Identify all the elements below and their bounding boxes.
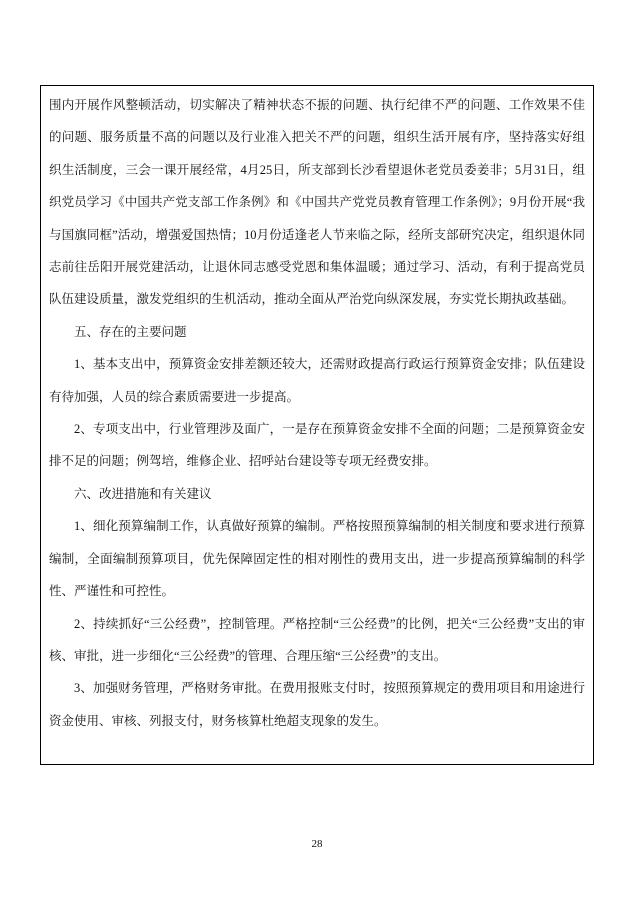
page-number: 28 bbox=[311, 838, 323, 850]
heading-improvement-suggestions: 六、改进措施和有关建议 bbox=[74, 486, 212, 501]
table-cell-border bbox=[40, 85, 594, 765]
heading-main-problems: 五、存在的主要问题 bbox=[74, 324, 187, 339]
paragraph-suggestion-3: 3、加强财务管理，严格财务审批。在费用报账支付时，按照预算规定的费用项目和用途进行资金使用、审核、列报支付，财务核算杜绝超支现象的发生。 bbox=[49, 681, 585, 728]
paragraph-continuation: 围内开展作风整顿活动，切实解决了精神状态不振的问题、执行纪律不严的问题、工作效果不佳的问题、服务质量不高的问题以及行业准入把关不严的问题，组织生活开展有序，坚持落实好组织生活制度，三会一课开展经常，4月25日，所支部到长沙看望退休老党员委姜非；5月31日，组织党员学习《中国共产党支部工作条例》和《中国共产党党员教育管理工作条例》；9月份开展“我与国旗同框”活动，增强爱国热情；10月份适逢老人节来临之际，经所支部研究决定，组织退休同志前往岳阳开展党建活动，让退休同志感受党恩和集体温暖；通过学习、活动，有利于提高党员队伍建设质量，激发党组织的生机活动，推动全面从严治党向纵深发展，夯实党长期执政基础。 bbox=[49, 98, 585, 307]
paragraph-problem-2: 2、专项支出中，行业管理涉及面广，一是存在预算资金安排不全面的问题；二是预算资金安排不足的问题；例驾培，维修企业、招呼站台建设等专项无经费安排。 bbox=[49, 422, 585, 469]
paragraph-suggestion-2: 2、持续抓好“三公经费”，控制管理。严格控制“三公经费”的比例，把关“三公经费”支出的审核、审批，进一步细化“三公经费”的管理、合理压缩“三公经费”的支出。 bbox=[49, 616, 585, 663]
paragraph-problem-1: 1、基本支出中，预算资金安排差额还较大，还需财政提高行政运行预算资金安排；队伍建设有待加强，人员的综合素质需要进一步提高。 bbox=[49, 357, 585, 404]
document-body bbox=[49, 89, 585, 737]
paragraph-suggestion-1: 1、细化预算编制工作，认真做好预算的编制。严格按照预算编制的相关制度和要求进行预算编制，全面编制预算项目，优先保障固定性的相对刚性的费用支出，进一步提高预算编制的科学性、严谨性和可控性。 bbox=[49, 519, 585, 599]
